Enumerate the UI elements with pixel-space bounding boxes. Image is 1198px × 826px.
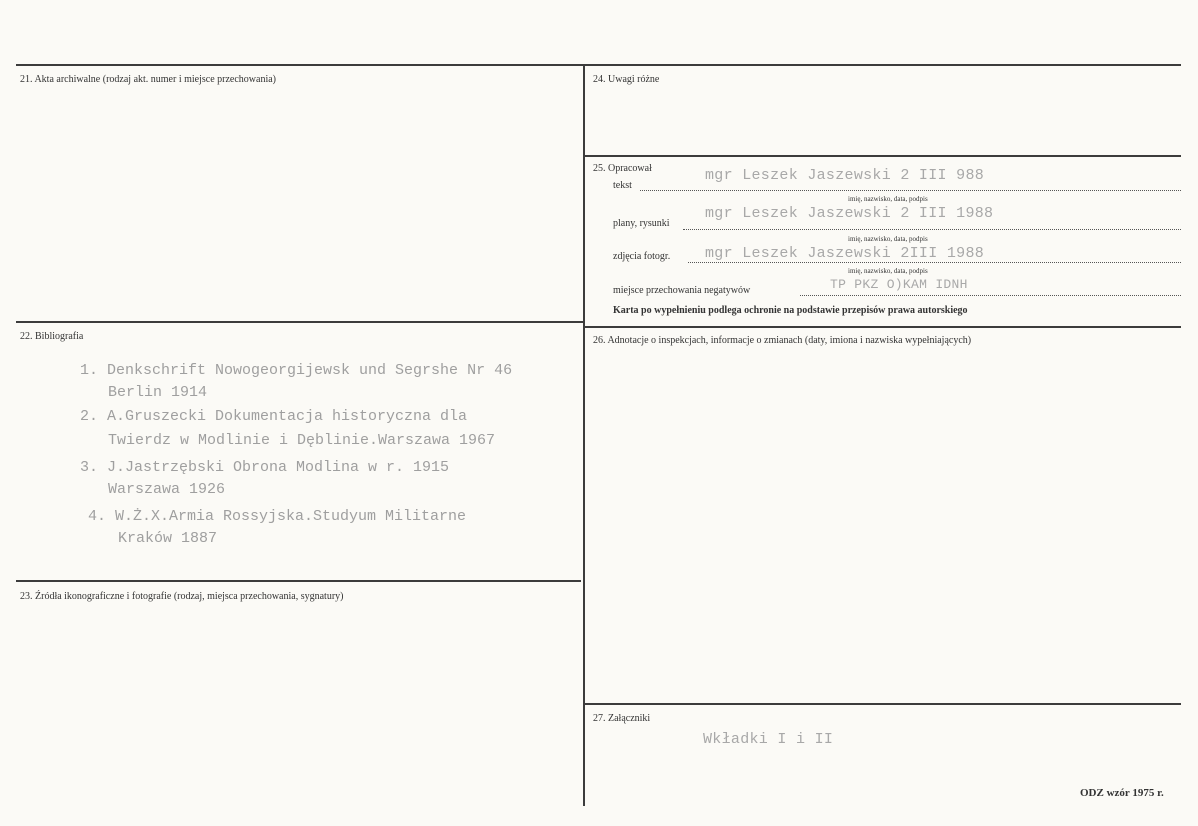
center-divider: [583, 64, 585, 806]
caption-photos: imię, nazwisko, data, podpis: [848, 267, 928, 275]
bib-entry-1-line-2: Berlin 1914: [108, 384, 208, 401]
field-value-text: mgr Leszek Jaszewski 2 III 988: [705, 167, 985, 184]
field-label-negatives: miejsce przechowania negatywów: [613, 285, 751, 296]
attachments-value: Wkładki I i II: [703, 731, 834, 748]
section-27-label: 27. Załączniki: [593, 713, 651, 724]
field-line-negatives: [800, 295, 1181, 296]
bib-entry-4-line-1: 4. W.Ż.X.Armia Rossyjska.Studyum Militarne: [88, 508, 467, 525]
divider-21-22: [16, 321, 583, 323]
bib-entry-2-line-2: Twierdz w Modlinie i Dęblinie.Warszawa 1967: [108, 432, 496, 449]
bib-entry-1-line-1: 1. Denkschrift Nowogeorgijewsk und Segrshe Nr 46: [80, 362, 513, 379]
caption-text: imię, nazwisko, data, podpis: [848, 195, 928, 203]
divider-25-26: [585, 326, 1181, 328]
section-25-label: 25. Opracował: [593, 163, 652, 174]
field-line-photos: [688, 262, 1181, 263]
field-line-text: [640, 190, 1181, 191]
bib-entry-2-line-1: 2. A.Gruszecki Dokumentacja historyczna dla: [80, 408, 468, 425]
section-22-label: 22. Bibliografia: [20, 331, 84, 342]
field-value-negatives: TP PKZ O)KAM IDNH: [830, 277, 968, 292]
bib-entry-3-line-1: 3. J.Jastrzębski Obrona Modlina w r. 1915: [80, 459, 450, 476]
form-id: ODZ wzór 1975 r.: [1080, 787, 1164, 799]
divider-26-27: [585, 703, 1181, 705]
field-value-photos: mgr Leszek Jaszewski 2III 1988: [705, 245, 985, 262]
caption-plans: imię, nazwisko, data, podpis: [848, 235, 928, 243]
section-21-label: 21. Akta archiwalne (rodzaj akt. numer i miejsce przechowania): [20, 74, 277, 85]
section-26-label: 26. Adnotacje o inspekcjach, informacje o zmianach (daty, imiona i nazwiska wypełniających): [593, 335, 972, 346]
bib-entry-4-line-2: Kraków 1887: [118, 530, 218, 547]
divider-24-25: [585, 155, 1181, 157]
field-line-plans: [683, 229, 1181, 230]
bibliography-list: [80, 360, 512, 550]
section-23-label: 23. Źródła ikonograficzne i fotografie (rodzaj, miejsca przechowania, sygnatury): [20, 591, 344, 602]
top-rule: [16, 64, 1181, 66]
bib-entry-3-line-2: Warszawa 1926: [108, 481, 226, 498]
field-label-text: tekst: [613, 180, 632, 191]
field-value-plans: mgr Leszek Jaszewski 2 III 1988: [705, 205, 994, 222]
copyright-note: Karta po wypełnieniu podlega ochronie na podstawie przepisów prawa autorskiego: [613, 305, 968, 316]
field-label-photos: zdjęcia fotogr.: [613, 251, 671, 262]
field-label-plans: plany, rysunki: [613, 218, 670, 229]
divider-22-23: [16, 580, 581, 582]
section-24-label: 24. Uwagi różne: [593, 74, 660, 85]
